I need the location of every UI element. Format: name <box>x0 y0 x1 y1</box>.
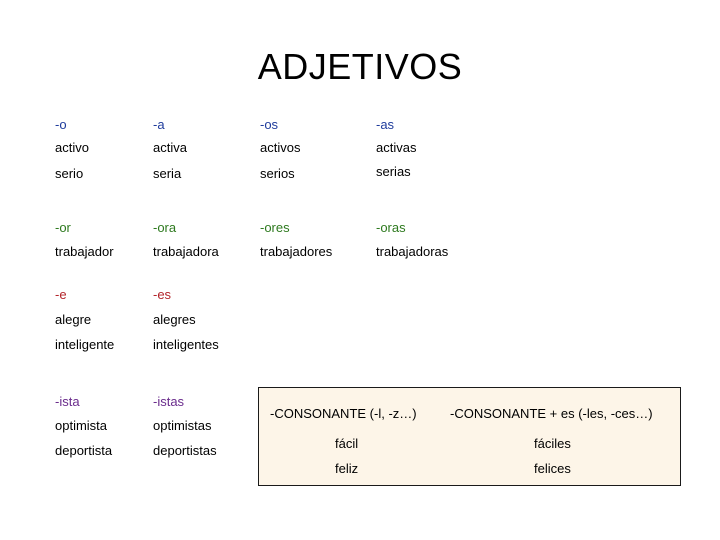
ending-a: -a <box>153 117 165 132</box>
word-trabajadoras: trabajadoras <box>376 244 449 259</box>
ending-ista: -ista <box>55 394 80 409</box>
word-trabajadora: trabajadora <box>153 244 219 259</box>
word-serias: serias <box>376 164 411 179</box>
word-activos: activos <box>260 140 301 155</box>
word-optimista: optimista <box>55 418 108 433</box>
word-alegre: alegre <box>55 312 92 327</box>
word-inteligentes: inteligentes <box>153 337 219 352</box>
word-serio: serio <box>55 166 84 181</box>
word-inteligente: inteligente <box>55 337 115 352</box>
consonant-header-singular: -CONSONANTE (-l, -z…) <box>270 406 417 421</box>
word-faciles: fáciles <box>534 436 571 451</box>
ending-es: -es <box>153 287 172 302</box>
ending-as: -as <box>376 117 395 132</box>
word-trabajadores: trabajadores <box>260 244 333 259</box>
word-activa: activa <box>153 140 187 155</box>
word-optimistas: optimistas <box>153 418 212 433</box>
ending-istas: -istas <box>153 394 185 409</box>
word-activas: activas <box>376 140 417 155</box>
consonant-box <box>258 387 681 486</box>
word-activo: activo <box>55 140 89 155</box>
word-felices: felices <box>534 461 571 476</box>
word-deportistas: deportistas <box>153 443 217 458</box>
page-title: ADJETIVOS <box>257 46 463 87</box>
word-facil: fácil <box>335 436 359 451</box>
word-trabajador: trabajador <box>55 244 114 259</box>
word-serios: serios <box>260 166 295 181</box>
ending-oras: -oras <box>376 220 406 235</box>
consonant-header-plural: -CONSONANTE + es (-les, -ces…) <box>450 406 653 421</box>
word-feliz: feliz <box>335 461 359 476</box>
word-seria: seria <box>153 166 182 181</box>
word-deportista: deportista <box>55 443 113 458</box>
ending-ores: -ores <box>260 220 290 235</box>
word-alegres: alegres <box>153 312 196 327</box>
ending-ora: -ora <box>153 220 177 235</box>
ending-e: -e <box>55 287 67 302</box>
ending-os: -os <box>260 117 279 132</box>
ending-o: -o <box>55 117 67 132</box>
ending-or: -or <box>55 220 71 235</box>
